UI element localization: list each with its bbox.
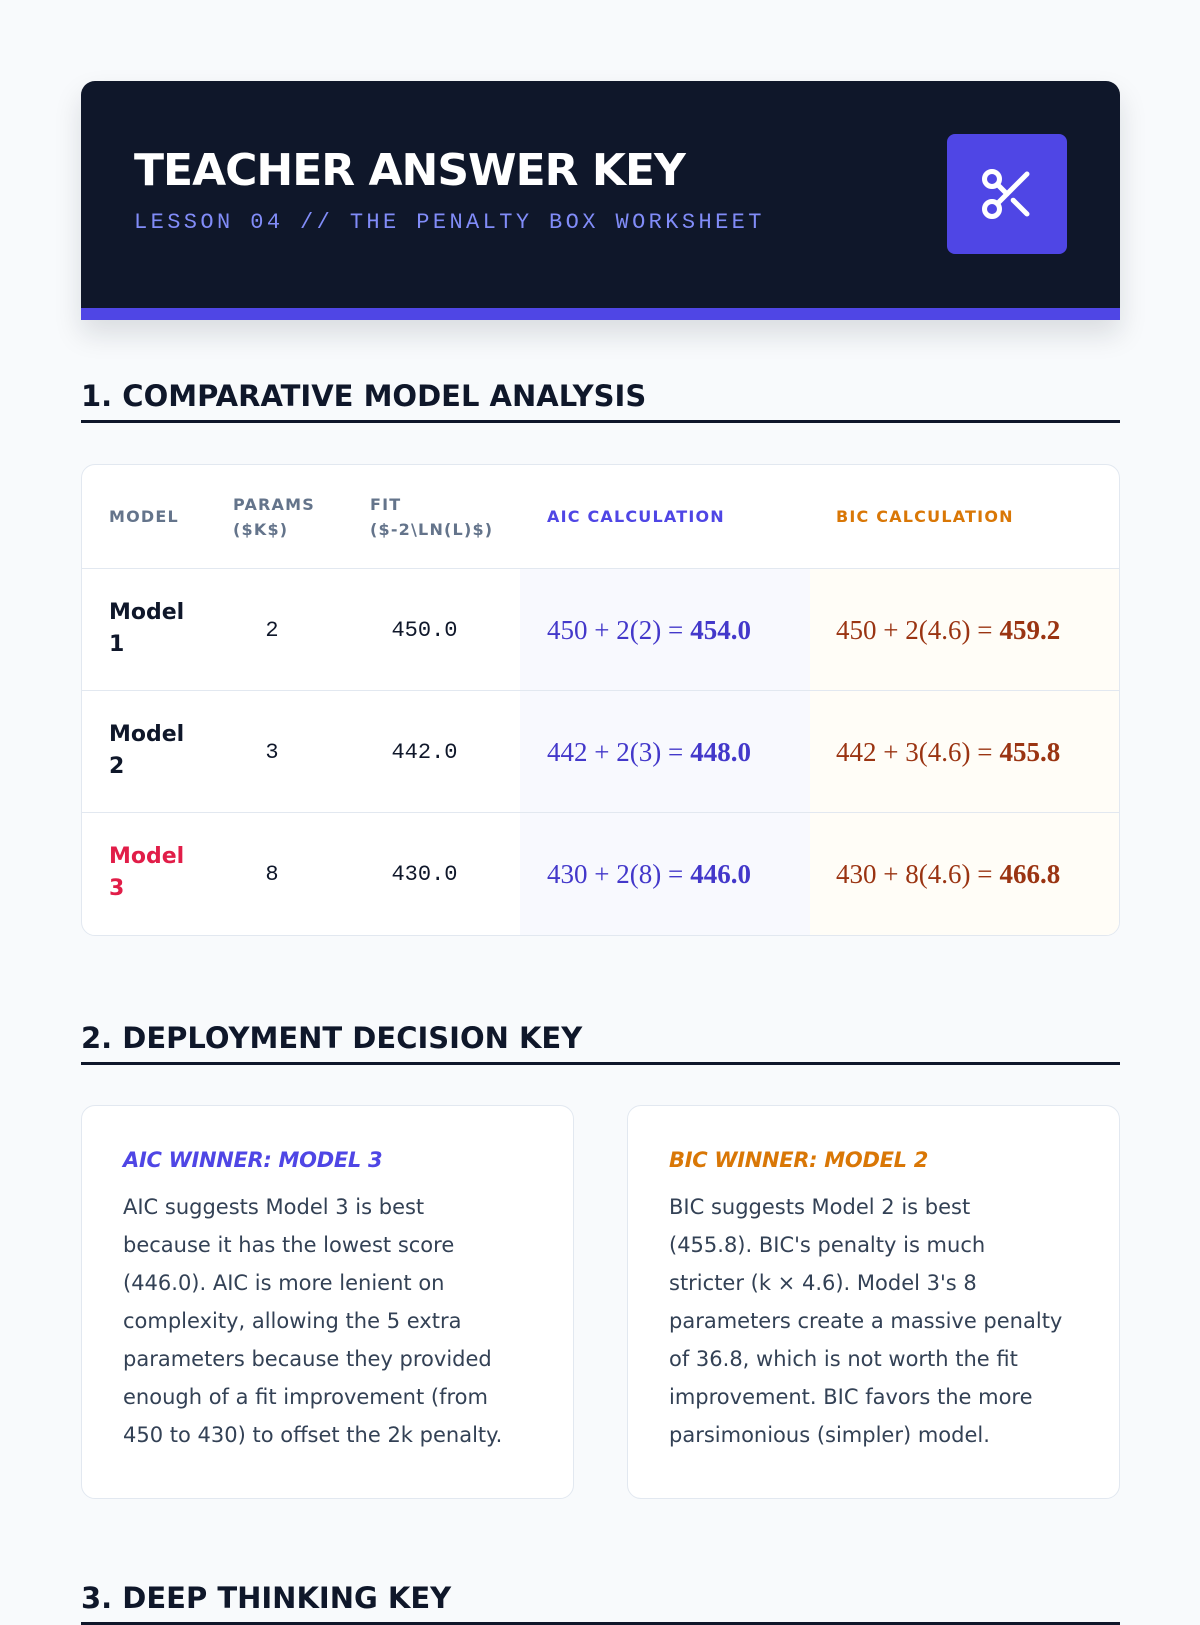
bic-calc-cell [836,691,1060,813]
th-bic: BIC CALCULATION [836,507,1014,526]
aic-winner-card [81,1105,574,1499]
aic-value: 448.0 [690,736,751,767]
aic-winner-body: AIC suggests Model 3 is best because it has the lowest score (446.0). AIC is more lenient on complexity, allowing the 5 extra parameters because they provided enough of a fit improvement (from 450 to 430) to offset the 2k penalty. [123,1195,503,1447]
table-header-row [82,465,1119,569]
scissors-badge [947,134,1067,254]
table-row [82,813,1119,935]
bic-expression: 430 + 8(4.6) = [836,858,993,889]
scissors-icon [977,164,1037,224]
table-row [82,691,1119,813]
th-fit-line1: FIT [370,495,402,514]
aic-value: 446.0 [690,858,751,889]
bic-expression: 442 + 3(4.6) = [836,736,993,767]
model-name-word: Model [109,600,185,625]
th-params [233,492,315,542]
th-fit [370,492,493,542]
aic-winner-title: AIC WINNER: MODEL 3 [123,1148,383,1172]
aic-calc-cell [547,691,751,813]
header-banner [81,81,1120,320]
th-params-line1: PARAMS [233,495,315,514]
page-title: TEACHER ANSWER KEY [134,145,685,196]
model-name-word: Model [109,844,185,869]
model-name-number: 1 [109,632,125,657]
fit-cell: 450.0 [391,617,458,643]
bic-calc-cell [836,569,1060,691]
model-name-word: Model [109,722,185,747]
th-model: MODEL [109,507,179,526]
model-name-number: 3 [109,876,125,901]
section-title-comparative: 1. COMPARATIVE MODEL ANALYSIS [81,379,1120,423]
section-title-deployment: 2. DEPLOYMENT DECISION KEY [81,1021,1120,1065]
table-row [82,569,1119,691]
bic-value: 466.8 [999,858,1061,889]
aic-calc-cell [547,813,751,935]
bic-expression: 450 + 2(4.6) = [836,614,993,645]
bic-winner-title: BIC WINNER: MODEL 2 [669,1148,929,1172]
model-name-number: 2 [109,754,125,779]
model-name [109,597,199,661]
aic-value: 454.0 [690,614,751,645]
bic-winner-card [627,1105,1120,1499]
section-title-deep-thinking: 3. DEEP THINKING KEY [81,1581,1120,1625]
bic-value: 459.2 [999,614,1061,645]
model-name [109,719,199,783]
answer-key-page [81,81,1120,1615]
th-aic: AIC CALCULATION [547,507,725,526]
aic-calc-cell [547,569,751,691]
aic-expression: 442 + 2(3) = [547,736,684,767]
params-cell: 8 [265,861,279,887]
fit-cell: 442.0 [391,739,458,765]
th-fit-line2: ($-2\LN(L)$) [370,520,494,539]
model-name-highlighted [109,841,199,905]
page-subtitle: LESSON 04 // THE PENALTY BOX WORKSHEET [134,210,765,235]
model-comparison-table [81,464,1120,936]
aic-expression: 430 + 2(8) = [547,858,684,889]
th-params-line2: ($K$) [233,520,289,539]
bic-calc-cell [836,813,1060,935]
fit-cell: 430.0 [391,861,458,887]
bic-winner-body: BIC suggests Model 2 is best (455.8). BIC's penalty is much stricter (k × 4.6). Model 3's 8 parameters create a massive penalty of 36.8, which is not worth the fit improvement. BIC favors the more parsimonious (simpler) model. [669,1195,1063,1447]
params-cell: 3 [265,739,279,765]
params-cell: 2 [265,617,279,643]
bic-value: 455.8 [999,736,1061,767]
aic-expression: 450 + 2(2) = [547,614,684,645]
